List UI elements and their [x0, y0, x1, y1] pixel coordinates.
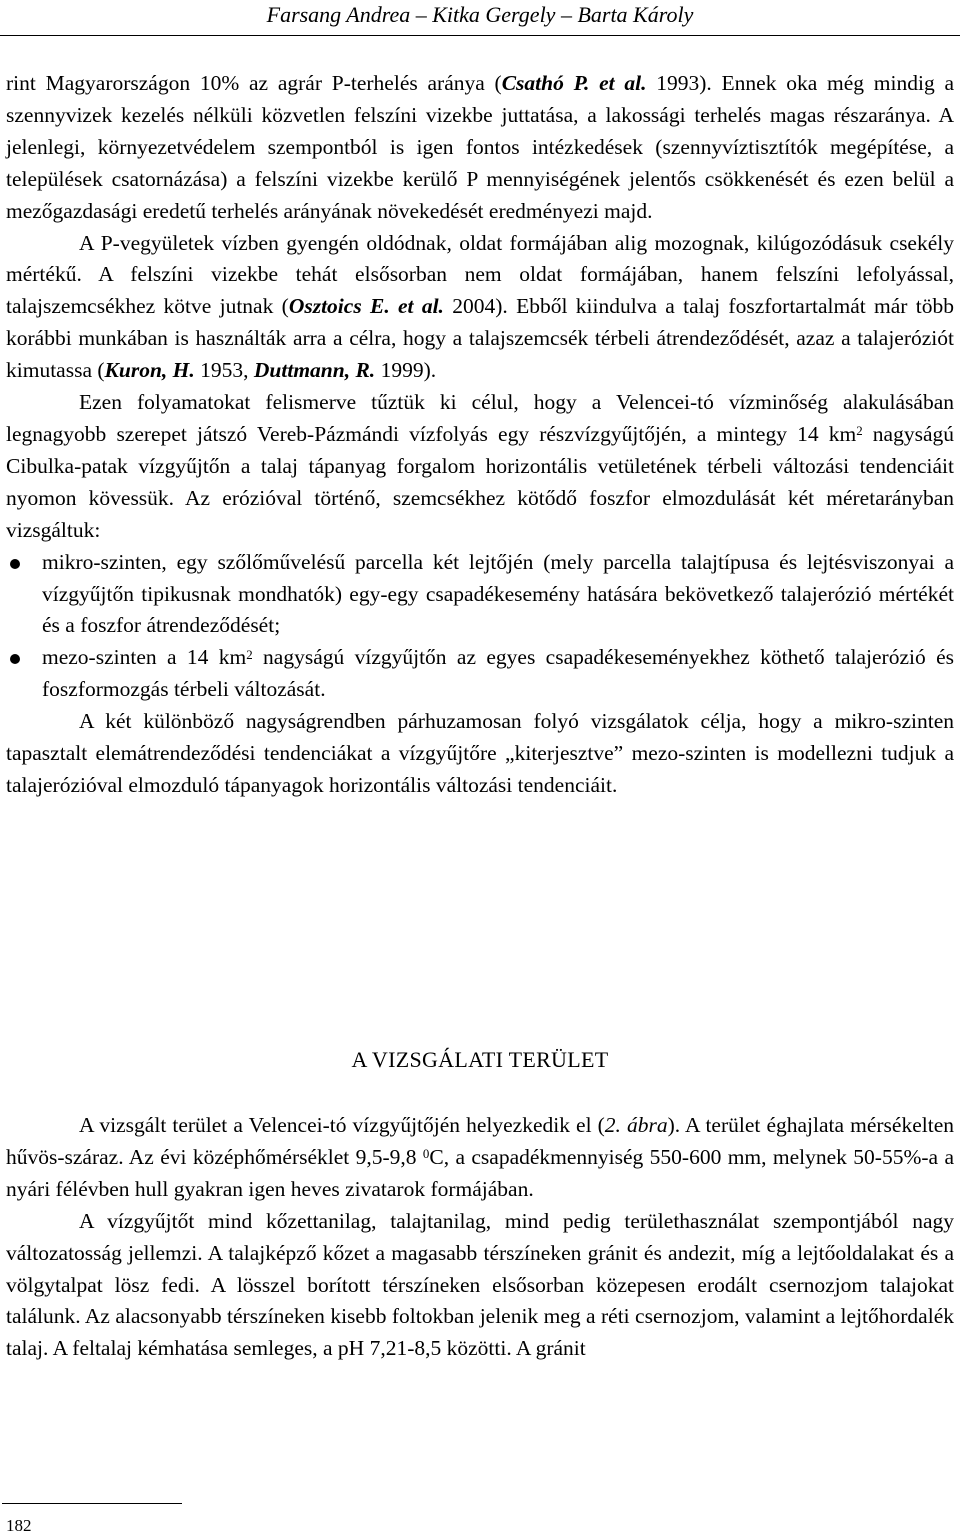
bullet-item-micro: mikro-szinten, egy szőlőművelésű parcella két lejtőjén (mely parcella talajtípusa és lejtésviszonyai a vízgyűjtőn tipikusnak mondhatók) egy-egy csapadékesemény hatására bekövetkező talajerózió mértékét és a foszfor átrendeződését;	[6, 547, 954, 643]
paragraph-3: Ezen folyamatokat felismerve tűztük ki célul, hogy a Velencei-tó vízminőség alakulásában legnagyobb szerepet játszó Vereb-Pázmándi vízfolyás egy részvízgyűjtőjén, a mintegy 14 $km^2$ nagyságú Cibulka-patak vízgyűjtőn a talaj tápanyag forgalom horizontális vetületének térbeli változási tendenciáit nyomon kövessük. Az erózióval történő, szemcsékhez kötődő foszfor elmozdulását két méretarányban vizsgáltuk:	[6, 390, 954, 542]
citation-csatho: Csathó P. et al.	[501, 71, 647, 95]
citation-kuron: Kuron, H.	[104, 358, 195, 383]
paragraph-5: A vizsgált terület a Velencei-tó vízgyűjtőjén helyezkedik el (2. ábra). A terület éghajlata mérsékelten hűvös-száraz. Az évi középhőmérséklet 9,5-9,8 $^0$C, a csapadékmennyiség 550-600 mm, melynek 50-55%-a a nyári félévben hull gyakran igen heves zivatarok formájában.	[6, 1113, 954, 1201]
header-rule	[0, 35, 960, 36]
paragraph-2: A P-vegyületek vízben gyengén oldódnak, oldat formájában alig mozognak, kilúgozódásuk csekély mértékű. A felszíni vizekbe tehát elsősorban nem oldat formájában, hanem felszíni lefolyással, talajszemcsékhez kötve jutnak (Osztoics E. et al. 2004). Ebből kiindulva a talaj foszfortartalmát már több korábbi munkában is használták arra a célra, hogy a talajszemcsék térbeli átrendeződését, azaz a talajeróziót kimutassa (Kuron, H. 1953, Duttmann, R. 1999).	[6, 230, 954, 383]
body-text-upper	[6, 68, 954, 802]
bullet-list	[6, 547, 954, 707]
paragraph-6: A vízgyűjtőt mind kőzettanilag, talajtanilag, mind pedig területhasználat szempontjából nagy változatosság jellemzi. A talajképző kőzet a magasabb térszíneken gránit és andezit, míg a lejtőoldalakat és a völgytalpat lösz fedi. A lösszel borított térszíneken elsősorban közepesen erodált csernozjom talajokat találunk. Az alacsonyabb térszíneken kisebb foltokban jelenik meg a réti csernozjom, valamint a lejtőhordalék talaj. A feltalaj kémhatása semleges, a pH 7,21-8,5 közötti. A gránit	[6, 1208, 954, 1361]
citation-duttmann: Duttmann, R.	[253, 358, 376, 383]
section-heading: A VIZSGÁLATI TERÜLET	[351, 1047, 609, 1072]
running-header: Farsang Andrea – Kitka Gergely – Barta Károly	[266, 2, 694, 27]
paragraph-4: A két különböző nagyságrendben párhuzamosan folyó vizsgálatok célja, hogy a mikro-szinten tapasztalt elemátrendeződési tendenciákat a vízgyűjtőre „kiterjesztve” mezo-szinten is modellezni tudjuk a talajerózióval elmozduló tápanyagok horizontális változási tendenciáit.	[6, 709, 954, 797]
footer-rule	[2, 1503, 182, 1504]
citation-osztoics: Osztoics E.	[288, 294, 390, 319]
body-text-lower	[6, 1110, 954, 1365]
paragraph-1: rint Magyarországon 10% az agrár P-terhelés aránya (Csathó P. et al. 1993). Ennek oka még mindig a szennyvizek kezelés nélküli közvetlen felszíni vizekbe juttatása, a lakossági terhelés magas részaránya. A jelenlegi, környezetvédelem szempontból is igen fontos intézkedések (szennyvíztisztítók megépítése, a települések csatornázása) a felszíni vizekbe kerülő P mennyiségének jelentős csökkenését és ezen belül a mezőgazdasági eredetű terhelés arányának növekedését eredményezi majd.	[6, 71, 954, 223]
bullet-icon	[10, 654, 20, 664]
page-number: 182	[6, 1516, 32, 1535]
figure-reference: 2. ábra	[604, 1113, 668, 1137]
bullet-item-meso: mezo-szinten a 14 $km^2$ nagyságú vízgyűjtőn az egyes csapadékeseményekhez köthető talajerózió és foszformozgás térbeli változását.	[6, 642, 954, 706]
bullet-icon	[10, 559, 20, 569]
